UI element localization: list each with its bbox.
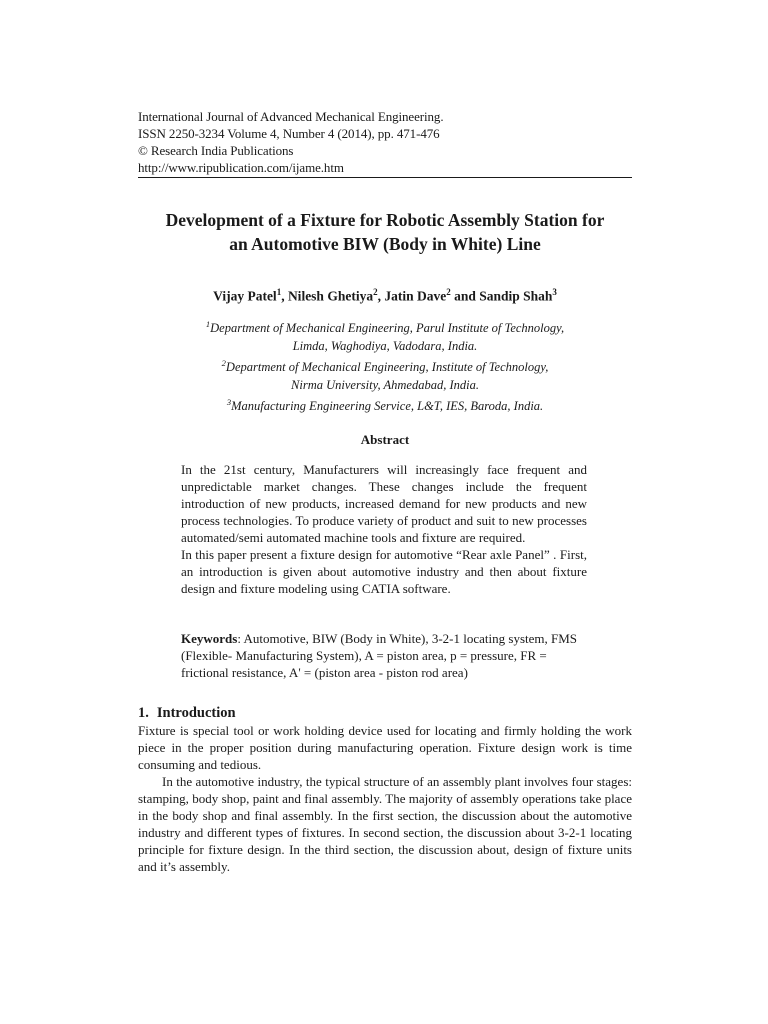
paper-title [120, 208, 650, 256]
affiliation-1 [120, 316, 650, 338]
author-name: Vijay Patel [213, 288, 277, 304]
publisher-line: © Research India Publications [138, 143, 294, 158]
abstract-heading: Abstract [360, 432, 410, 447]
affiliation-2-cont: Nirma University, Ahmedabad, India. [291, 377, 479, 392]
author-affil-mark: 1 [276, 287, 282, 297]
journal-name: International Journal of Advanced Mechanical Engineering. [138, 109, 444, 124]
author-separator: and [450, 288, 480, 304]
author-affil-mark: 3 [552, 287, 557, 297]
section-heading-introduction [138, 703, 236, 723]
journal-url[interactable]: http://www.ripublication.com/ijame.htm [138, 160, 344, 175]
affil-text: Department of Mechanical Engineering, Parul Institute of Technology, [210, 321, 565, 336]
affil-mark: 2 [221, 358, 226, 369]
author-separator: , [281, 288, 288, 304]
affiliations [120, 316, 650, 416]
keywords-label: Keywords [181, 631, 238, 646]
abstract-paragraph: In this paper present a fixture design for automotive “Rear axle Panel” . First, an introduction is given about automotive industry and then about fixture design and fixture modeling using CATIA software. [181, 547, 587, 596]
author-separator: , [377, 288, 385, 304]
affil-text: Manufacturing Engineering Service, L&T, IES, Baroda, India. [231, 399, 544, 414]
body-paragraph: Fixture is special tool or work holding device used for locating and firmly holding the work piece in the proper position during manufacturing operation. Fixture design work is time consuming and tedious. [138, 723, 632, 772]
author-name: Jatin Dave [384, 288, 447, 304]
abstract-body [181, 461, 587, 597]
author-affil-mark: 2 [373, 287, 378, 297]
introduction-body [138, 722, 632, 875]
title-line-1: Development of a Fixture for Robotic Assembly Station for [165, 210, 605, 230]
section-number: 1. [138, 705, 149, 721]
keywords-block [181, 630, 587, 681]
issn-line: ISSN 2250-3234 Volume 4, Number 4 (2014), pp. 471-476 [138, 126, 440, 141]
author-name: Sandip Shah [479, 288, 553, 304]
title-line-2: an Automotive BIW (Body in White) Line [229, 234, 541, 254]
section-title: Introduction [156, 705, 236, 721]
journal-header [138, 108, 632, 176]
author-affil-mark: 2 [446, 287, 451, 297]
affil-mark: 3 [226, 397, 232, 408]
affiliation-2 [120, 355, 650, 377]
abstract-paragraph: In the 21st century, Manufacturers will increasingly face frequent and unpredictable market changes. These changes include the frequent introduction of new products, increased demand for new products and new process technologies. To produce variety of product and suit to new processes automated/semi automated machine tools and fixture are required. [181, 462, 587, 545]
author-name: Nilesh Ghetiya [287, 288, 374, 304]
header-divider [138, 177, 632, 178]
body-paragraph: In the automotive industry, the typical structure of an assembly plant involves four stages: stamping, body shop, paint and final assembly. The majority of assembly operations take place in the body shop and final assembly. In the first section, the discussion about the automotive industry and different types of fixtures. In second section, the discussion about 3-2-1 locating principle for fixture design. In the third section, the discussion about, design of fixture units and it’s assembly. [138, 774, 632, 874]
author-list [120, 282, 650, 307]
affiliation-1-cont: Limda, Waghodiya, Vadodara, India. [292, 338, 478, 353]
affil-mark: 1 [205, 319, 211, 329]
affil-text: Department of Mechanical Engineering, Institute of Technology, [225, 360, 549, 375]
keywords-text: : Automotive, BIW (Body in White), 3-2-1 locating system, FMS (Flexible- Manufacturing System), A = piston area, p = pressure, FR = frictional resistance, A' = (piston area - piston rod area) [181, 631, 578, 680]
affiliation-3 [120, 394, 650, 416]
